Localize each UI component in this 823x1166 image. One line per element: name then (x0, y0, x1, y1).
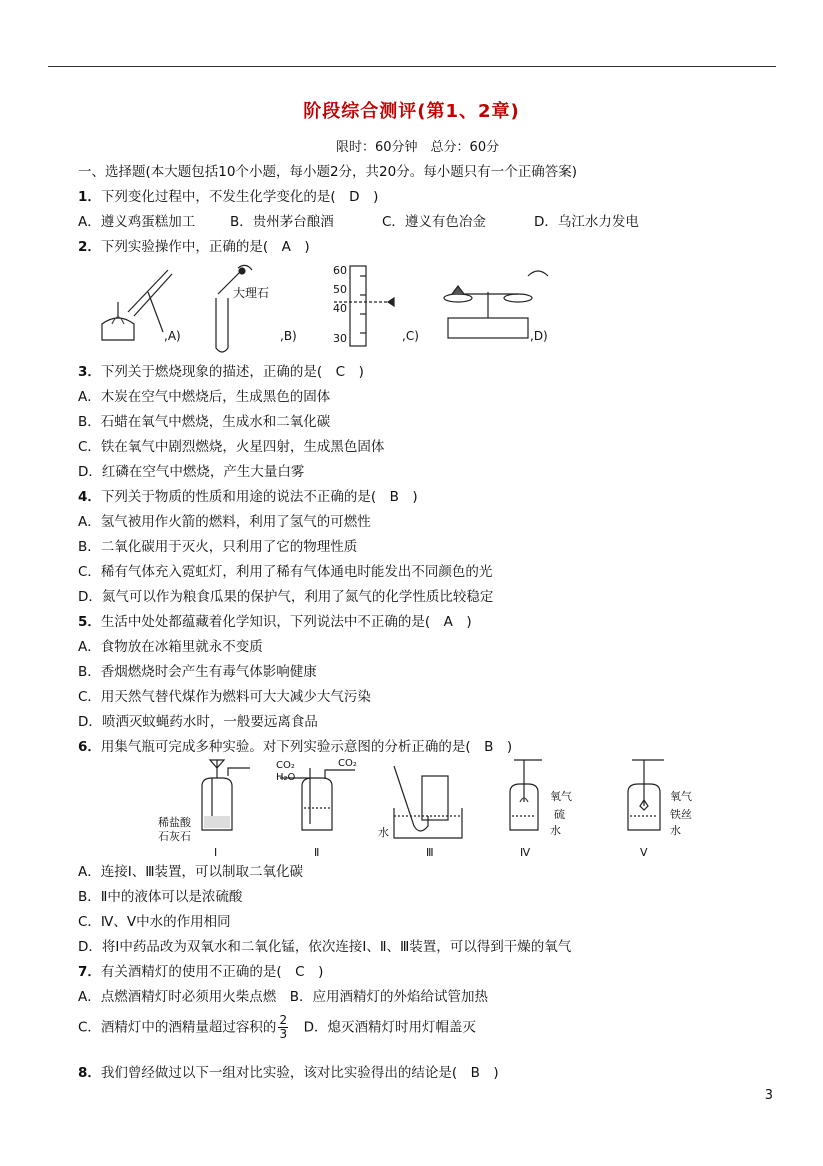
question-6-figures (150, 756, 730, 860)
question-8: 8．我们曾经做过以下一组对比实验，该对比实验得出的结论是( B ) (78, 1065, 499, 1081)
question-4-option-c: C．稀有气体充入霓虹灯，利用了稀有气体通电时能发出不同颜色的光 (78, 564, 493, 580)
question-5-option-a: A．食物放在冰箱里就永不变质 (78, 639, 263, 655)
question-5-option-d: D．喷洒灭蚊蝇药水时，一般要远离食品 (78, 714, 318, 730)
section-heading: 一、选择题(本大题包括10个小题，每小题2分，共20分。每小题只有一个正确答案) (78, 164, 577, 180)
label-water-iii: 水 (378, 826, 389, 839)
label-h2o: H₂O (276, 772, 296, 783)
label-water-iv: 水 (550, 824, 561, 837)
question-7-options-ab: A．点燃酒精灯时必须用火柴点燃 B．应用酒精灯的外焰给试管加热 (78, 989, 488, 1005)
question-5-option-c: C．用天然气替代煤作为燃料可大大减少大气污染 (78, 689, 371, 705)
question-4-option-d: D．氮气可以作为粮食瓜果的保护气，利用了氮气的化学性质比较稳定 (78, 589, 494, 605)
fig-a-heating (102, 270, 172, 340)
fig-label-c: ,C) (402, 329, 419, 343)
label-oxygen-iv: 氧气 (550, 790, 572, 803)
label-iron-wire: 铁丝 (670, 808, 692, 821)
question-6: 6．用集气瓶可完成多种实验。对下列实验示意图的分析正确的是( B ) (78, 739, 513, 755)
question-4: 4．下列关于物质的性质和用途的说法不正确的是( B ) (78, 489, 418, 505)
question-2-figures (88, 262, 568, 354)
question-1-options: A．遵义鸡蛋糕加工 B．贵州茅台酿酒 C．遵义有色冶金 D．乌江水力发电 (78, 214, 639, 230)
marble-label: 大理石 (233, 286, 270, 300)
label-v: Ⅴ (640, 846, 648, 859)
label-water-v: 水 (670, 824, 681, 837)
label-iv: Ⅳ (520, 846, 531, 859)
question-3-option-a: A．木炭在空气中燃烧后，生成黑色的固体 (78, 389, 331, 405)
fig-b-marble (216, 265, 252, 352)
question-3-option-d: D．红磷在空气中燃烧，产生大量白雾 (78, 464, 305, 480)
question-7-options-cd: C．酒精灯中的酒精量超过容积的 $\frac{2}{3}$ D．熄灭酒精灯时用灯帽盖灭 (78, 1013, 476, 1041)
label-ii: Ⅱ (314, 846, 320, 859)
question-7: 7．有关酒精灯的使用不正确的是( C ) (78, 964, 324, 980)
fig-label-a: ,A) (164, 329, 181, 343)
question-5: 5．生活中处处都蕴藏着化学知识，下列说法中不正确的是( A ) (78, 614, 472, 630)
question-2: 2．下列实验操作中，正确的是( A ) (78, 239, 310, 255)
scale-40: 40 (333, 302, 347, 315)
question-1: 1．下列变化过程中，不发生化学变化的是( D ) (78, 189, 379, 205)
fig-label-b: ,B) (280, 329, 297, 343)
label-oxygen-v: 氧气 (670, 790, 692, 803)
time-score-limits: 限时：60分钟 总分：60分 (336, 140, 500, 155)
fig-d-balance (444, 271, 548, 338)
question-6-option-d: D．将Ⅰ中药品改为双氧水和二氧化锰，依次连接Ⅰ、Ⅱ、Ⅲ装置，可以得到干燥的氧气 (78, 939, 572, 955)
scale-30: 30 (333, 332, 347, 345)
label-hydrochloric-acid: 稀盐酸 (158, 816, 191, 829)
scale-60: 60 (333, 264, 347, 277)
question-6-option-b: B．Ⅱ中的液体可以是浓硫酸 (78, 889, 243, 905)
fig-label-d: ,D) (530, 329, 548, 343)
question-6-option-a: A．连接Ⅰ、Ⅲ装置，可以制取二氧化碳 (78, 864, 304, 880)
label-co2-out: CO₂ (338, 758, 357, 769)
question-3: 3．下列关于燃烧现象的描述，正确的是( C ) (78, 364, 364, 380)
label-i: Ⅰ (214, 846, 218, 859)
question-6-option-c: C．Ⅳ、Ⅴ中水的作用相同 (78, 914, 231, 930)
question-4-option-b: B．二氧化碳用于灭火，只利用了它的物理性质 (78, 539, 358, 555)
question-3-option-c: C．铁在氧气中剧烈燃烧，火星四射，生成黑色固体 (78, 439, 385, 455)
header-rule (48, 66, 776, 67)
question-5-option-b: B．香烟燃烧时会产生有毒气体影响健康 (78, 664, 317, 680)
label-iii: Ⅲ (426, 846, 434, 859)
page-title: 阶段综合测评(第1、2章) (303, 101, 520, 122)
scale-50: 50 (333, 283, 347, 296)
fraction-two-thirds: $\frac{2}{3}$ (279, 1013, 288, 1041)
question-3-option-b: B．石蜡在氧气中燃烧，生成水和二氧化碳 (78, 414, 331, 430)
question-4-option-a: A．氢气被用作火箭的燃料，利用了氢气的可燃性 (78, 514, 371, 530)
label-co2-in: CO₂ (276, 760, 295, 771)
label-sulfur: 硫 (554, 808, 565, 821)
page-number: 3 (764, 1088, 773, 1103)
label-limestone: 石灰石 (158, 830, 191, 843)
